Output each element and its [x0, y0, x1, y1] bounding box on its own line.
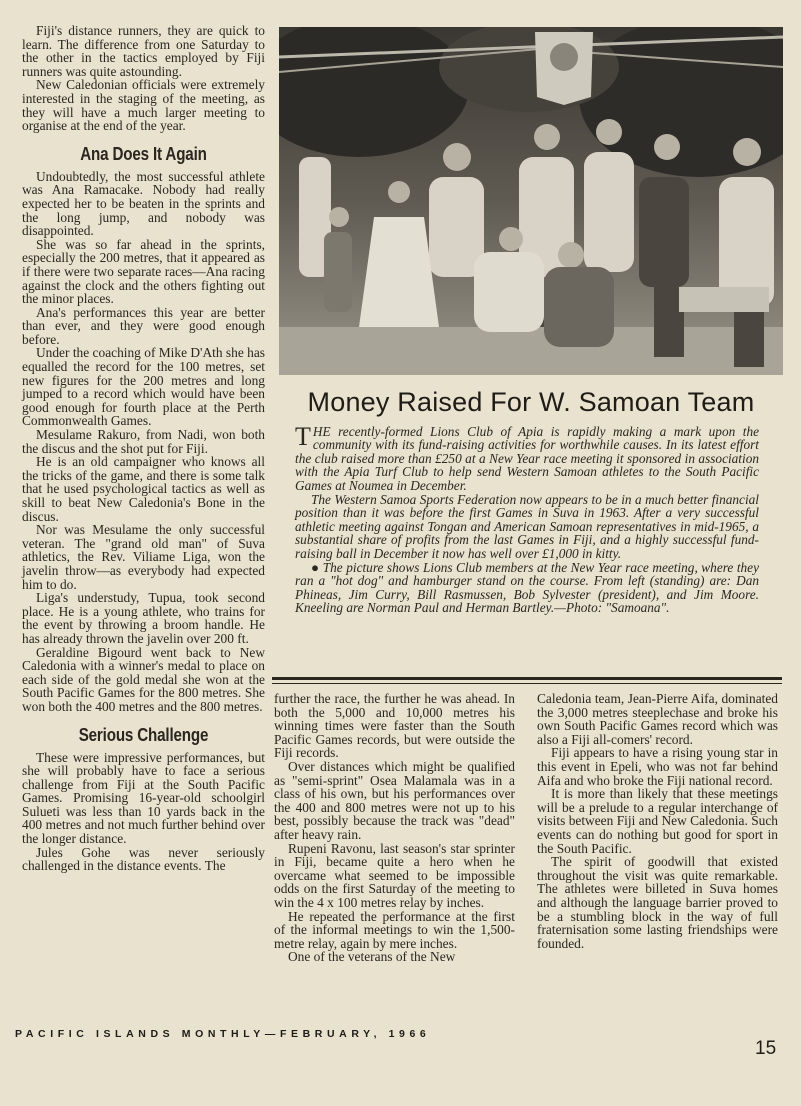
body-paragraph: He is an old campaigner who knows all the tricks of the game, and there is some talk that he used psychological tactics as well as skill to beat New Caledonia's Bone in the discus. — [22, 454, 265, 524]
body-paragraph: Liga's understudy, Tupua, took second place. He is a young athlete, who trains for the event by throwing a broom handle. He has already thrown the javelin over 200 ft. — [22, 590, 265, 646]
caption-text: The picture shows Lions Club members at the New Year race meeting, where they ran a "hot dog" and hamburger stand on the course. From left (standing) are: Dan Phineas, Jim Curry, Bill Rasmussen, Bob Sylvester (president), and Jim Moore. Kneeling are Norman Paul and Herman Bartley.—Photo: "Samoana". — [295, 560, 759, 616]
body-paragraph: Fiji's distance runners, they are quick to learn. The difference from one Saturday to the other in the tactics employed by Fiji runners was quite astounding. — [22, 23, 265, 79]
lead-paragraph: The Western Samoa Sports Federation now appears to be in a much better financial position than it was before the first Games in Suva in 1963. After a very successful athletic meeting against Tongan and American Samoan representatives in mid-1965, a substantial share of profits from the last Games in Fiji, and a highly successful fund-raising ball in December it now has well over £1,000 in kitty. — [295, 492, 759, 561]
page-number: 15 — [755, 1038, 777, 1059]
body-paragraph: Over distances which might be qualified as "semi-sprint" Osea Malamala was in a class of his own, but his performances over the 400 and 800 metres were not up to his best, possibly because the track was "dead" after heavy rain. — [274, 758, 515, 842]
body-paragraph: Fiji appears to have a rising young star in this event in Epeli, who was not far behind Aifa and who broke the Fiji national record. — [537, 745, 778, 788]
body-paragraph: Under the coaching of Mike D'Ath she has equalled the record for the 100 metres, set new figures for the 200 metres and long jumped to a record which would have been good enough for fourth place at the Perth Commonwealth Games. — [22, 345, 265, 429]
lead-paragraph — [295, 422, 759, 493]
drop-cap: T — [295, 422, 311, 451]
body-paragraph: Jules Gohe was never seriously challenged in the distance events. The — [22, 844, 265, 874]
body-paragraph: He repeated the performance at the first of the informal meetings to win the 1,500-metre relay, again by mere inches. — [274, 908, 515, 951]
body-paragraph: Nor was Mesulame the only successful veteran. The "grand old man" of Suva athletics, the Rev. Viliame Liga, won the javelin throw—as everybody had expected him to do. — [22, 522, 265, 592]
subheading-ana-does-it-again: Ana Does It Again — [80, 142, 207, 164]
body-paragraph: Ana's performances this year are better than ever, and they were good enough before. — [22, 304, 265, 347]
body-paragraph: These were impressive performances, but she will probably have to face a serious challenge from Fiji at the South Pacific Games. Promising 16-year-old schoolgirl Sulueti was less than 10 yards back in the 400 metres and not much further behind over the longer distance. — [22, 749, 265, 847]
body-paragraph: She was so far ahead in the sprints, especially the 200 metres, that it appeared as if there were two separate races—Ana racing against the clock and the others fighting out the minor places. — [22, 236, 265, 307]
subheading-serious-challenge: Serious Challenge — [78, 723, 209, 745]
lead-article — [295, 422, 759, 616]
article-column-1 — [22, 24, 265, 873]
divider-thin — [272, 683, 782, 684]
body-paragraph: Geraldine Bigourd went back to New Caledonia with a winner's medal to place on each side of the gold medal she won at the South Pacific Games for the 800 metres. She won both the 400 metres and the 800 metres. — [22, 644, 265, 714]
bullet-icon: ● — [311, 560, 320, 576]
body-paragraph: Undoubtedly, the most successful athlete was Ana Ramacake. Nobody had really expected her to be beaten in the sprints and the long jump, and nobody was disappointed. — [22, 168, 265, 239]
body-paragraph: One of the veterans of the New — [288, 949, 456, 965]
article-column-2 — [274, 692, 515, 964]
photo-caption — [295, 561, 759, 615]
body-paragraph: It is more than likely that these meetings will be a prelude to a regular interchange of visits between Fiji and New Caledonia. Such events can do nothing but good for sport in the South Pacific. — [537, 786, 778, 856]
article-column-3 — [537, 692, 778, 950]
divider-thick — [272, 677, 782, 680]
body-paragraph: Caledonia team, Jean-Pierre Aifa, dominated the 3,000 metres steeplechase and broke his own South Pacific Games record which was also a Fiji all-comers' record. — [537, 691, 778, 747]
lead-text: HE recently-formed Lions Club of Apia is rapidly making a mark upon the community with its fund-raising activities for worthwhile causes. In its latest effort the club raised more than £250 at a New Year race meeting it sponsored in association with the Apia Turf Club to help send Western Samoan athletes to the South Pacific Games at Noumea in December. — [295, 424, 759, 493]
photo-illustration — [279, 27, 783, 375]
article-headline: Money Raised For W. Samoan Team — [307, 387, 755, 417]
body-paragraph: The spirit of goodwill that existed throughout the visit was quite remarkable. The athletes were billeted in Suva homes and although the language barrier proved to be a stumbling block in the way of full fraternisation some lasting friendships were founded. — [537, 854, 778, 951]
body-paragraph: Mesulame Rakuro, from Nadi, won both the discus and the shot put for Fiji. — [22, 427, 265, 456]
body-paragraph: Rupeni Ravonu, last season's star sprinter in Fiji, became quite a hero when he overcame what seemed to be impossible odds on the first Saturday of the meeting to win the 4 x 100 metres relay by inches. — [274, 840, 515, 910]
lions-club-photo — [279, 27, 783, 375]
page-footer: PACIFIC ISLANDS MONTHLY—FEBRUARY, 1966 — [15, 1028, 431, 1040]
body-paragraph: New Caledonian officials were extremely interested in the staging of the meeting, as they will have a much larger meeting to organise at the end of the year. — [22, 77, 265, 134]
body-paragraph: further the race, the further he was ahead. In both the 5,000 and 10,000 metres his winning times were faster than the South Pacific Games records, but were outside the Fiji records. — [274, 691, 515, 761]
